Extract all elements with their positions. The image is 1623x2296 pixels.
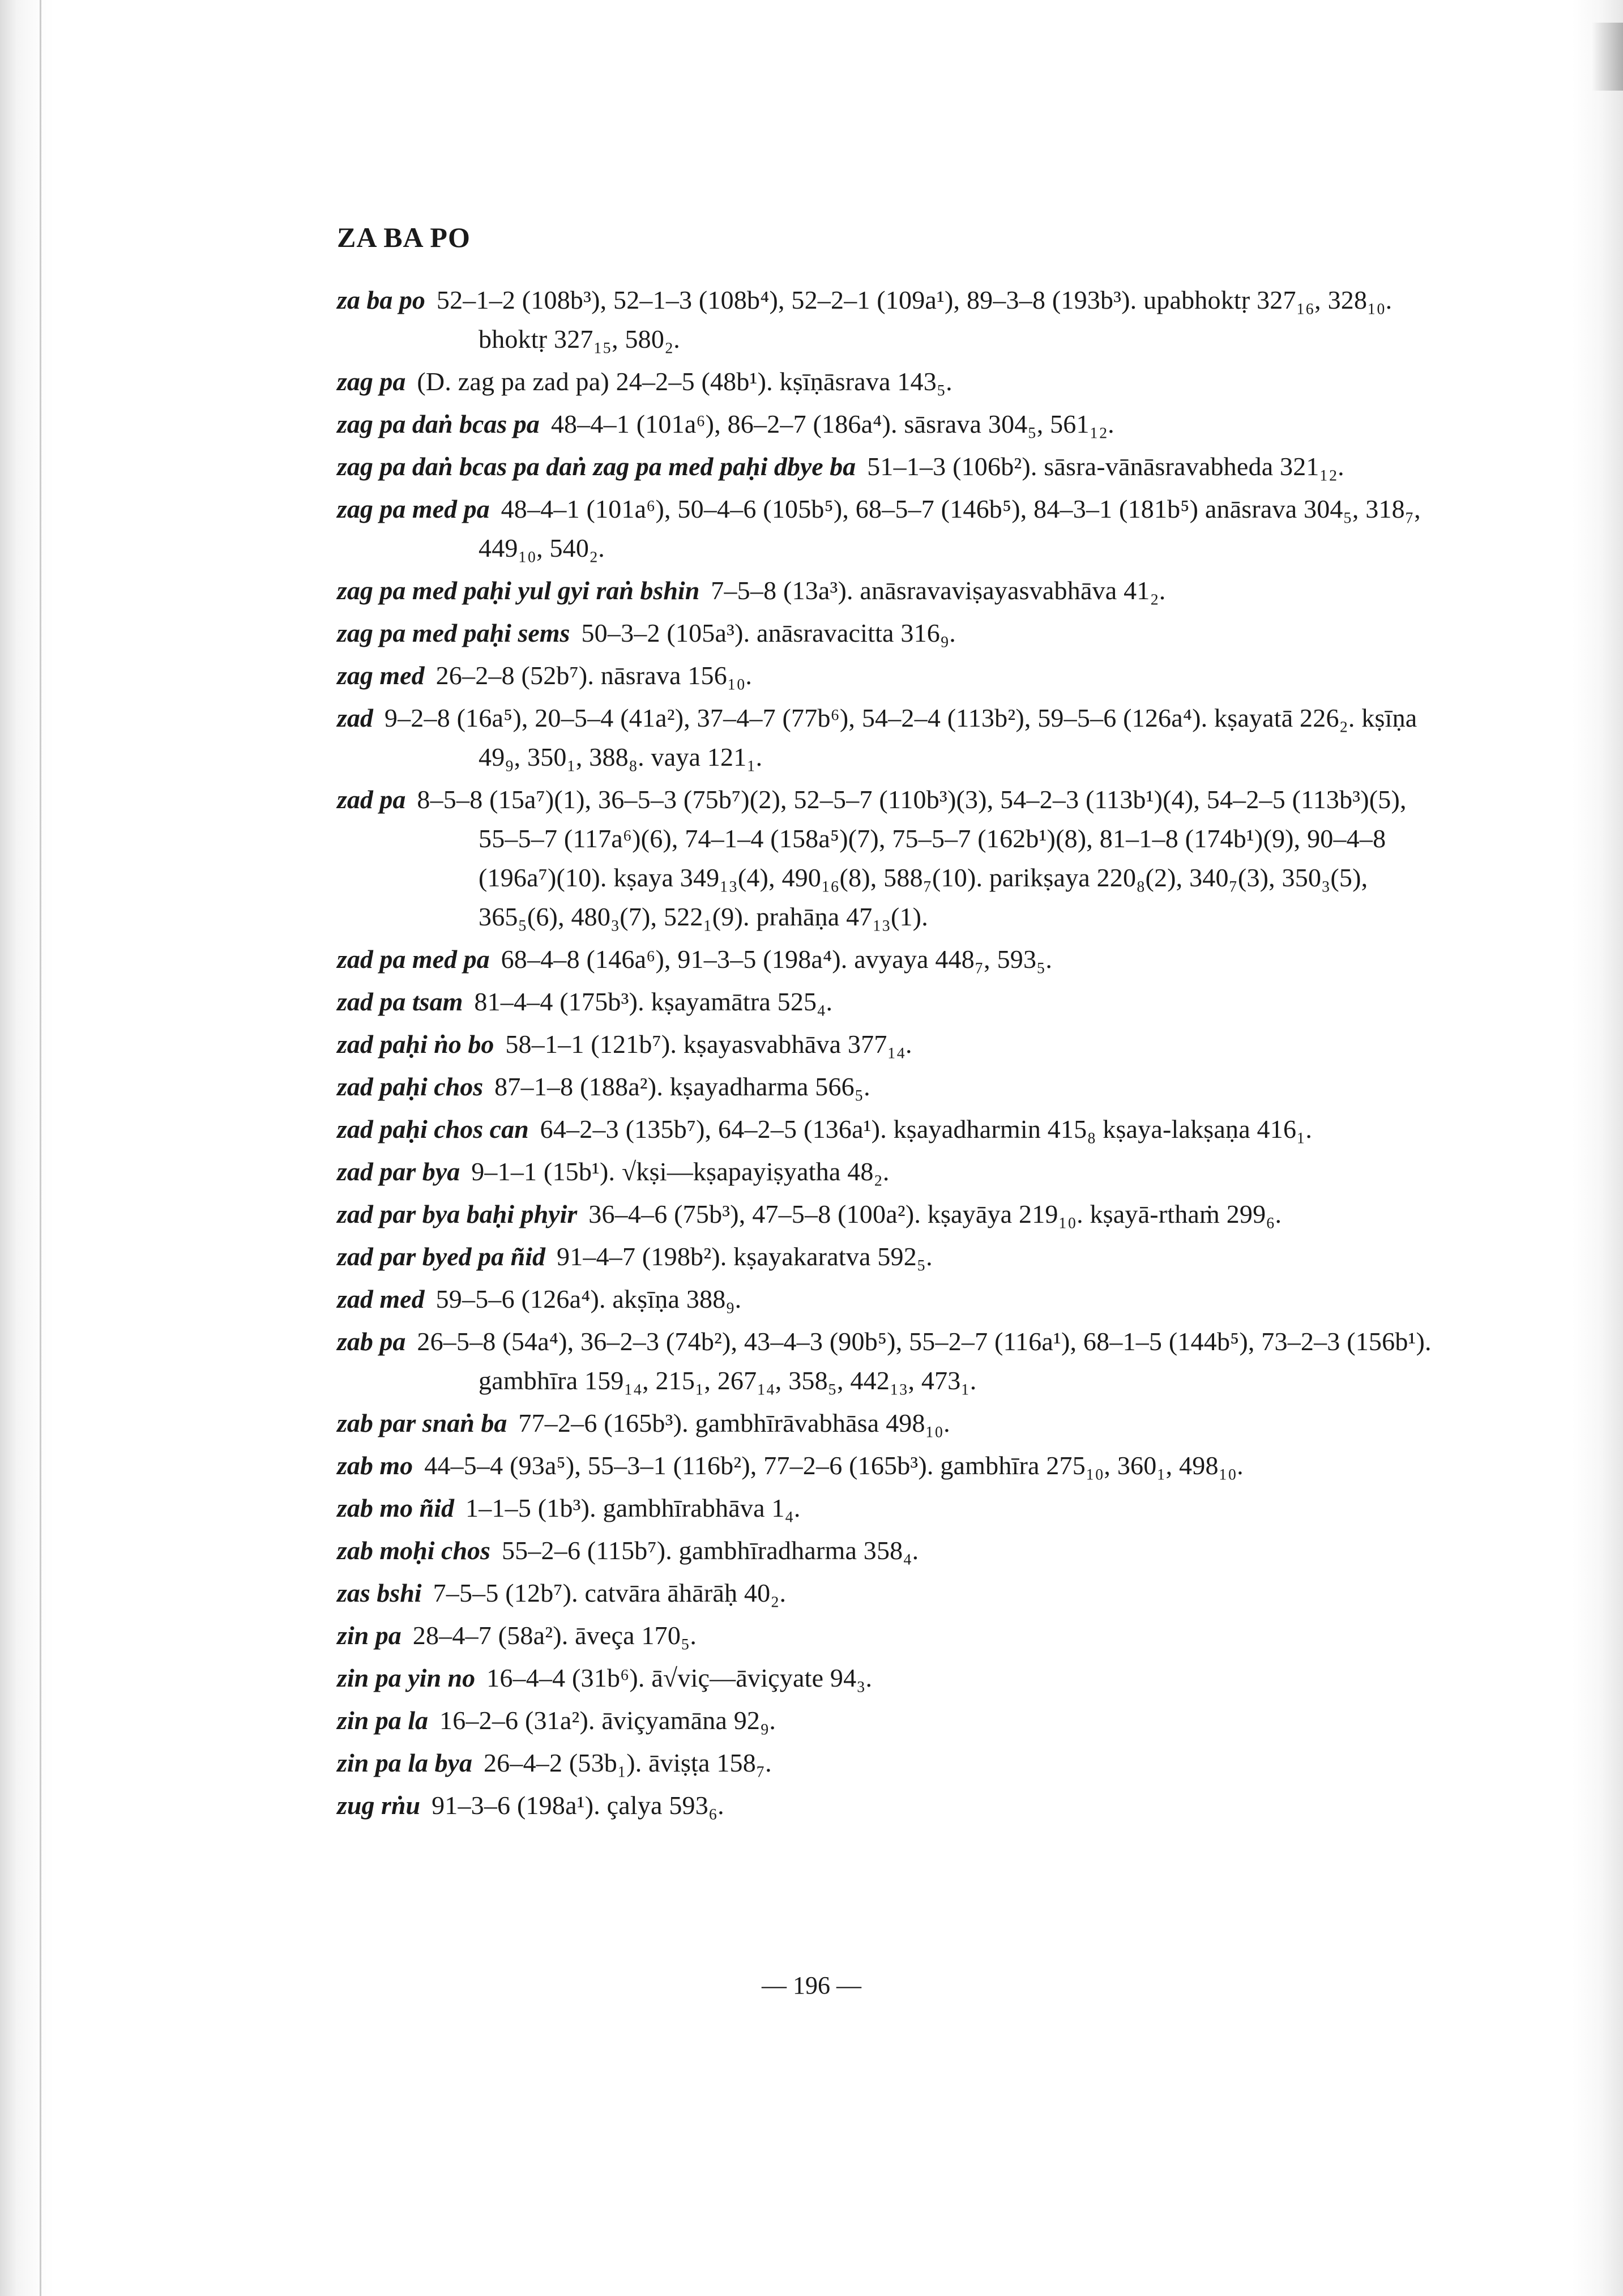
dictionary-entry bbox=[337, 1488, 1447, 1527]
entry-term: zad paḥi chos can bbox=[337, 1115, 529, 1143]
dictionary-entry bbox=[337, 1152, 1447, 1191]
entry-term: zad par bya bbox=[337, 1157, 460, 1186]
scan-corner-shadow bbox=[1592, 23, 1623, 91]
dictionary-entry bbox=[337, 1446, 1447, 1485]
entry-term: zad par byed pa ñid bbox=[337, 1242, 545, 1271]
dictionary-entry bbox=[337, 1701, 1447, 1740]
entry-term: zag pa daṅ bcas pa bbox=[337, 409, 540, 438]
entry-references: 48–4–1 (101a⁶), 86–2–7 (186a⁴). sāsrava 304₅, 561₁₂. bbox=[550, 409, 1114, 438]
entry-references: (D. zag pa zad pa) 24–2–5 (48b¹). kṣīṇāsrava 143₅. bbox=[417, 367, 953, 396]
page-heading: ZA BA PO bbox=[337, 221, 471, 253]
entry-term: zag pa med paḥi yul gyi raṅ bshin bbox=[337, 576, 700, 605]
entry-references: 87–1–8 (188a²). kṣayadharma 566₅. bbox=[494, 1072, 870, 1101]
dictionary-entry bbox=[337, 447, 1447, 486]
entry-term: zad par bya baḥi phyir bbox=[337, 1200, 578, 1228]
dictionary-entry bbox=[337, 1403, 1447, 1443]
entry-term: zug rṅu bbox=[337, 1791, 421, 1820]
entry-term: zad med bbox=[337, 1284, 425, 1313]
entry-references: 55–2–6 (115b⁷). gambhīradharma 358₄. bbox=[501, 1536, 919, 1565]
entry-term: zad paḥi chos bbox=[337, 1072, 484, 1101]
entry-references: 8–5–8 (15a⁷)(1), 36–5–3 (75b⁷)(2), 52–5–7 (110b³)(3), 54–2–3 (113b¹)(4), 54–2–5 (113b³)(5), 55–5–7 (117a⁶)(6), 74–1–4 (158a⁵)(7), 75–5–7 (162b¹)(8), 81–1–8 (174b¹)(9), 90–4–8 (196a⁷)(10). kṣaya 349₁₃(4), 490₁₆(8), 588₇(10). parikṣaya 220₈(2), 340₇(3), 350₃(5), 365₅(6), 480₃(7), 522₁(9). prahāṇa 47₁₃(1). bbox=[417, 785, 1407, 931]
entry-references: 1–1–5 (1b³). gambhīrabhāva 1₄. bbox=[465, 1493, 801, 1522]
entry-references: 9–2–8 (16a⁵), 20–5–4 (41a²), 37–4–7 (77b⁶), 54–2–4 (113b²), 59–5–6 (126a⁴). kṣayatā 226₂. kṣīṇa 49₉, 350₁, 388₈. vaya 121₁. bbox=[384, 703, 1417, 771]
entry-term: zad pa tsam bbox=[337, 987, 463, 1016]
entry-term: zad bbox=[337, 703, 373, 732]
entry-term: zag pa bbox=[337, 367, 406, 396]
entry-references: 64–2–3 (135b⁷), 64–2–5 (136a¹). kṣayadharmin 415₈ kṣaya-lakṣaṇa 416₁. bbox=[540, 1115, 1313, 1143]
dictionary-entry bbox=[337, 489, 1447, 567]
entry-references: 7–5–5 (12b⁷). catvāra āhārāḥ 40₂. bbox=[433, 1578, 787, 1607]
entry-references: 9–1–1 (15b¹). √kṣi—kṣapayiṣyatha 48₂. bbox=[471, 1157, 890, 1186]
entry-term: zab mo ñid bbox=[337, 1493, 455, 1522]
entry-term: zin pa la bya bbox=[337, 1748, 472, 1777]
dictionary-entry bbox=[337, 362, 1447, 401]
entry-term: zab pa bbox=[337, 1327, 406, 1356]
dictionary-entry bbox=[337, 1531, 1447, 1570]
entry-references: 16–4–4 (31b⁶). ā√viç—āviçyate 94₃. bbox=[486, 1663, 873, 1692]
dictionary-entry bbox=[337, 1743, 1447, 1782]
dictionary-entry bbox=[337, 613, 1447, 652]
dictionary-entry bbox=[337, 1786, 1447, 1825]
entry-references: 16–2–6 (31a²). āviçyamāna 92₉. bbox=[439, 1706, 776, 1735]
entry-references: 26–4–2 (53b₁). āviṣṭa 158₇. bbox=[483, 1748, 772, 1777]
entry-references: 59–5–6 (126a⁴). akṣīṇa 388₉. bbox=[435, 1284, 742, 1313]
dictionary-entry bbox=[337, 982, 1447, 1021]
entry-term: zin pa bbox=[337, 1621, 402, 1650]
entry-references: 26–5–8 (54a⁴), 36–2–3 (74b²), 43–4–3 (90b⁵), 55–2–7 (116a¹), 68–1–5 (144b⁵), 73–2–3 (156b¹). gambhīra 159₁₄, 215₁, 267₁₄, 358₅, 442₁₃, 473₁. bbox=[417, 1327, 1432, 1395]
entry-references: 7–5–8 (13a³). anāsravaviṣayasvabhāva 41₂. bbox=[711, 576, 1166, 605]
entry-references: 52–1–2 (108b³), 52–1–3 (108b⁴), 52–2–1 (109a¹), 89–3–8 (193b³). upabhoktṛ 327₁₆, 328₁₀. bhoktṛ 327₁₅, 580₂. bbox=[436, 285, 1393, 353]
entry-references: 77–2–6 (165b³). gambhīrāvabhāsa 498₁₀. bbox=[518, 1409, 950, 1437]
entry-references: 28–4–7 (58a²). āveça 170₅. bbox=[412, 1621, 697, 1650]
dictionary-entry bbox=[337, 698, 1447, 776]
dictionary-entry bbox=[337, 1573, 1447, 1612]
dictionary-entry bbox=[337, 1067, 1447, 1106]
entry-references: 36–4–6 (75b³), 47–5–8 (100a²). kṣayāya 219₁₀. kṣayā-rthaṁ 299₆. bbox=[588, 1200, 1282, 1228]
entry-term: zag med bbox=[337, 661, 425, 690]
entry-references: 91–3–6 (198a¹). çalya 593₆. bbox=[432, 1791, 724, 1820]
entry-term: zag pa med pa bbox=[337, 494, 490, 523]
entry-term: zin pa la bbox=[337, 1706, 429, 1735]
entry-references: 26–2–8 (52b⁷). nāsrava 156₁₀. bbox=[435, 661, 753, 690]
entry-term: zab par snaṅ ba bbox=[337, 1409, 507, 1437]
entry-references: 50–3–2 (105a³). anāsravacitta 316₉. bbox=[581, 618, 956, 647]
dictionary-entry bbox=[337, 656, 1447, 695]
entry-references: 68–4–8 (146a⁶), 91–3–5 (198a⁴). avyaya 448₇, 593₅. bbox=[501, 945, 1053, 974]
entry-term: zad pa med pa bbox=[337, 945, 490, 974]
entry-term: zag pa daṅ bcas pa daṅ zag pa med paḥi dbye ba bbox=[337, 452, 856, 481]
dictionary-entry bbox=[337, 1616, 1447, 1655]
dictionary-entry bbox=[337, 940, 1447, 979]
dictionary-entry bbox=[337, 1237, 1447, 1276]
entry-term: zas bshi bbox=[337, 1578, 422, 1607]
dictionary-entry bbox=[337, 1194, 1447, 1234]
dictionary-entry bbox=[337, 1025, 1447, 1064]
scan-edge-right bbox=[1572, 0, 1623, 2296]
dictionary-entry bbox=[337, 571, 1447, 610]
entry-term: zab moḥi chos bbox=[337, 1536, 490, 1565]
entry-references: 48–4–1 (101a⁶), 50–4–6 (105b⁵), 68–5–7 (146b⁵), 84–3–1 (181b⁵) anāsrava 304₅, 318₇, 449₁₀, 540₂. bbox=[479, 494, 1421, 562]
entry-references: 51–1–3 (106b²). sāsra-vānāsravabheda 321₁₂. bbox=[867, 452, 1344, 481]
entry-list bbox=[337, 280, 1447, 1828]
entry-term: zin pa yin no bbox=[337, 1663, 476, 1692]
dictionary-entry bbox=[337, 1279, 1447, 1318]
entry-references: 44–5–4 (93a⁵), 55–3–1 (116b²), 77–2–6 (165b³). gambhīra 275₁₀, 360₁, 498₁₀. bbox=[424, 1451, 1244, 1480]
entry-term: zad pa bbox=[337, 785, 406, 814]
dictionary-entry bbox=[337, 404, 1447, 443]
entry-term: zab mo bbox=[337, 1451, 413, 1480]
scan-binding-line bbox=[40, 0, 41, 2296]
entry-term: za ba po bbox=[337, 285, 425, 314]
entry-term: zad paḥi ṅo bo bbox=[337, 1030, 494, 1059]
entry-references: 91–4–7 (198b²). kṣayakaratva 592₅. bbox=[557, 1242, 933, 1271]
entry-term: zag pa med paḥi sems bbox=[337, 618, 570, 647]
dictionary-entry bbox=[337, 1322, 1447, 1400]
dictionary-entry bbox=[337, 780, 1447, 936]
entry-references: 81–4–4 (175b³). kṣayamātra 525₄. bbox=[474, 987, 833, 1016]
dictionary-entry bbox=[337, 1658, 1447, 1697]
page-number: — 196 — bbox=[762, 1971, 861, 1999]
scan-edge-left bbox=[0, 0, 54, 2296]
entry-references: 58–1–1 (121b⁷). kṣayasvabhāva 377₁₄. bbox=[505, 1030, 912, 1059]
dictionary-entry bbox=[337, 1109, 1447, 1149]
dictionary-entry bbox=[337, 280, 1447, 359]
